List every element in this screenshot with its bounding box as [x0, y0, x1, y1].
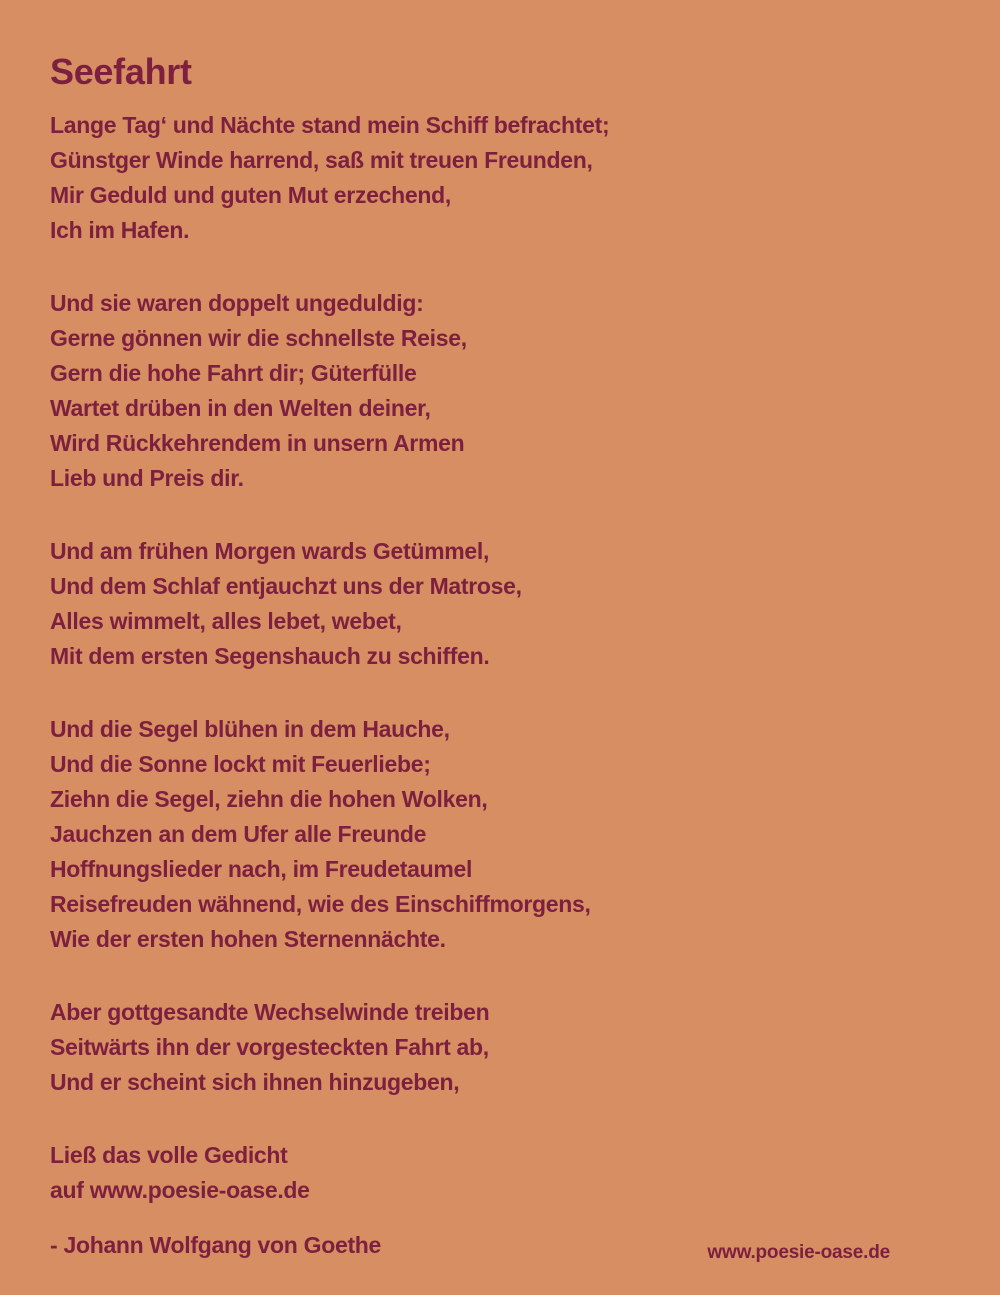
poem-line: Mit dem ersten Segenshauch zu schiffen. [50, 643, 490, 669]
poem-line: Und am frühen Morgen wards Getümmel, [50, 538, 490, 564]
poem-stanza-5 [50, 995, 950, 1100]
poem-line: Ziehn die Segel, ziehn die hohen Wolken, [50, 786, 488, 812]
poem-line: Lieb und Preis dir. [50, 465, 244, 491]
poem-stanza-4 [50, 712, 950, 957]
poem-stanza-1 [50, 108, 950, 248]
poem-teaser [50, 1138, 950, 1208]
poem-line: Reisefreuden wähnend, wie des Einschiffmorgens, [50, 891, 591, 917]
teaser-line: Ließ das volle Gedicht [50, 1142, 288, 1168]
poem-line: Wartet drüben in den Welten deiner, [50, 395, 431, 421]
poem-stanza-2 [50, 286, 950, 496]
poem-line: Wird Rückkehrendem in unsern Armen [50, 430, 465, 456]
poem-line: Günstger Winde harrend, saß mit treuen Freunden, [50, 147, 593, 173]
poem-line: Und die Segel blühen in dem Hauche, [50, 716, 450, 742]
site-watermark: www.poesie-oase.de [707, 1242, 890, 1263]
poem-line: Gerne gönnen wir die schnellste Reise, [50, 325, 467, 351]
poem-line: Ich im Hafen. [50, 217, 190, 243]
poem-line: Und dem Schlaf entjauchzt uns der Matrose, [50, 573, 522, 599]
poem-author: - Johann Wolfgang von Goethe [50, 1232, 382, 1258]
poem-line: Lange Tag‘ und Nächte stand mein Schiff befrachtet; [50, 112, 610, 138]
poem-title: Seefahrt [50, 51, 192, 92]
poem-line: Wie der ersten hohen Sternennächte. [50, 926, 446, 952]
poem-stanza-3 [50, 534, 950, 674]
poem-line: Jauchzen an dem Ufer alle Freunde [50, 821, 427, 847]
teaser-line-url: auf www.poesie-oase.de [50, 1177, 310, 1203]
poem-line: Und sie waren doppelt ungeduldig: [50, 290, 424, 316]
poem-line: Alles wimmelt, alles lebet, webet, [50, 608, 402, 634]
poem-line: Aber gottgesandte Wechselwinde treiben [50, 999, 490, 1025]
poem-line: Gern die hohe Fahrt dir; Güterfülle [50, 360, 417, 386]
poem-line: Und er scheint sich ihnen hinzugeben, [50, 1069, 460, 1095]
poem-line: Hoffnungslieder nach, im Freudetaumel [50, 856, 473, 882]
poem-line: Seitwärts ihn der vorgesteckten Fahrt ab, [50, 1034, 489, 1060]
poem-line: Und die Sonne lockt mit Feuerliebe; [50, 751, 431, 777]
poem-line: Mir Geduld und guten Mut erzechend, [50, 182, 451, 208]
